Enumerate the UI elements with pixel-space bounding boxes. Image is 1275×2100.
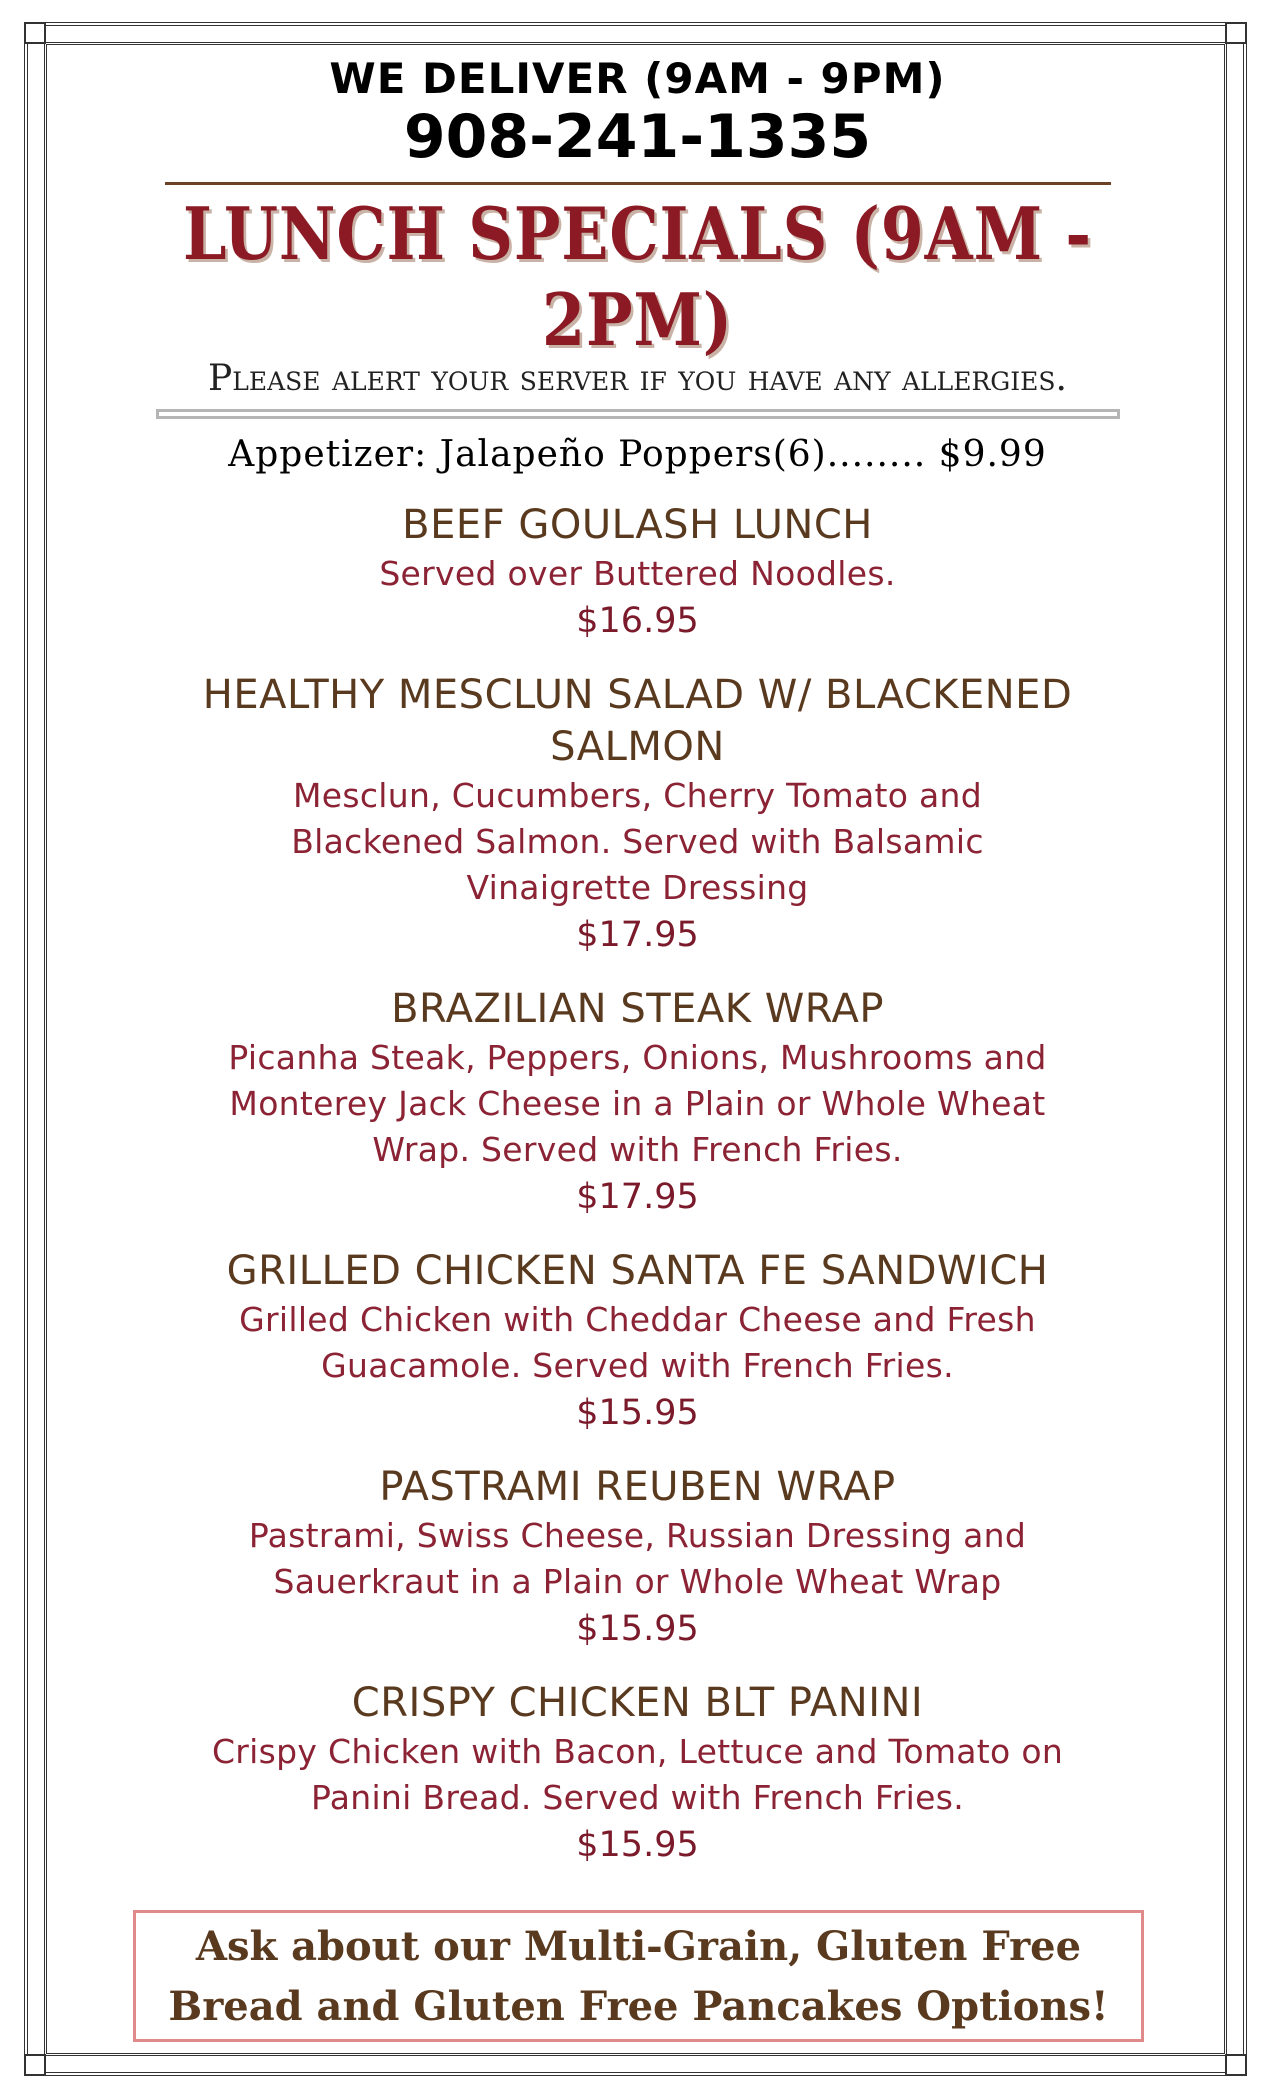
allergy-notice: Please alert your server if you have any allergies. bbox=[208, 358, 1067, 399]
item-name: BRAZILIAN STEAK WRAP bbox=[391, 986, 884, 1032]
item-price: $15.95 bbox=[576, 1825, 699, 1865]
item-description: Grilled Chicken with Cheddar Cheese and Fresh Guacamole. Served with French Fries. bbox=[239, 1300, 1036, 1385]
menu-item bbox=[60, 1245, 1215, 1437]
note-text: Ask about our Multi-Grain, Gluten Free Bread and Gluten Free Pancakes Options! bbox=[168, 1923, 1109, 2030]
corner-ornament bbox=[1225, 2054, 1247, 2076]
menu-item bbox=[60, 1677, 1215, 1869]
phone-number[interactable]: 908-241-1335 bbox=[403, 102, 872, 172]
item-price: $15.95 bbox=[576, 1393, 699, 1433]
menu-item bbox=[60, 983, 1215, 1221]
item-name: GRILLED CHICKEN SANTA FE SANDWICH bbox=[226, 1248, 1049, 1294]
corner-ornament bbox=[24, 2054, 46, 2076]
item-name: HEALTHY MESCLUN SALAD W/ BLACKENED SALMON bbox=[202, 672, 1073, 770]
menu-item bbox=[60, 669, 1215, 959]
item-description: Mesclun, Cucumbers, Cherry Tomato and Blackened Salmon. Served with Balsamic Vinaigrette Dressing bbox=[291, 776, 984, 907]
menu-item bbox=[60, 499, 1215, 645]
item-description: Served over Buttered Noodles. bbox=[379, 554, 896, 593]
menu-item bbox=[60, 1461, 1215, 1653]
item-description: Crispy Chicken with Bacon, Lettuce and Tomato on Panini Bread. Served with French Fries. bbox=[211, 1732, 1064, 1817]
item-description: Picanha Steak, Peppers, Onions, Mushrooms and Monterey Jack Cheese in a Plain or Whole Wheat Wrap. Served with French Fries. bbox=[228, 1038, 1047, 1169]
item-name: BEEF GOULASH LUNCH bbox=[402, 502, 873, 548]
divider bbox=[165, 182, 1111, 185]
divider bbox=[156, 409, 1120, 419]
corner-ornament bbox=[1225, 22, 1247, 44]
item-price: $17.95 bbox=[576, 915, 699, 955]
item-price: $17.95 bbox=[576, 1177, 699, 1217]
item-price: $15.95 bbox=[576, 1609, 699, 1649]
item-name: CRISPY CHICKEN BLT PANINI bbox=[351, 1680, 924, 1726]
corner-ornament bbox=[24, 22, 46, 44]
menu-content bbox=[60, 50, 1215, 1869]
page-title: LUNCH SPECIALS (9AM - 2PM) bbox=[183, 191, 1092, 362]
appetizer-line: Appetizer: Jalapeño Poppers(6)........ $9.99 bbox=[228, 434, 1047, 475]
item-name: PASTRAMI REUBEN WRAP bbox=[379, 1464, 896, 1510]
item-description: Pastrami, Swiss Cheese, Russian Dressing and Sauerkraut in a Plain or Whole Wheat Wrap bbox=[248, 1516, 1027, 1601]
delivery-hours: WE DELIVER (9AM - 9PM) bbox=[329, 54, 946, 103]
item-price: $16.95 bbox=[576, 601, 699, 641]
gluten-free-note bbox=[133, 1910, 1144, 2042]
